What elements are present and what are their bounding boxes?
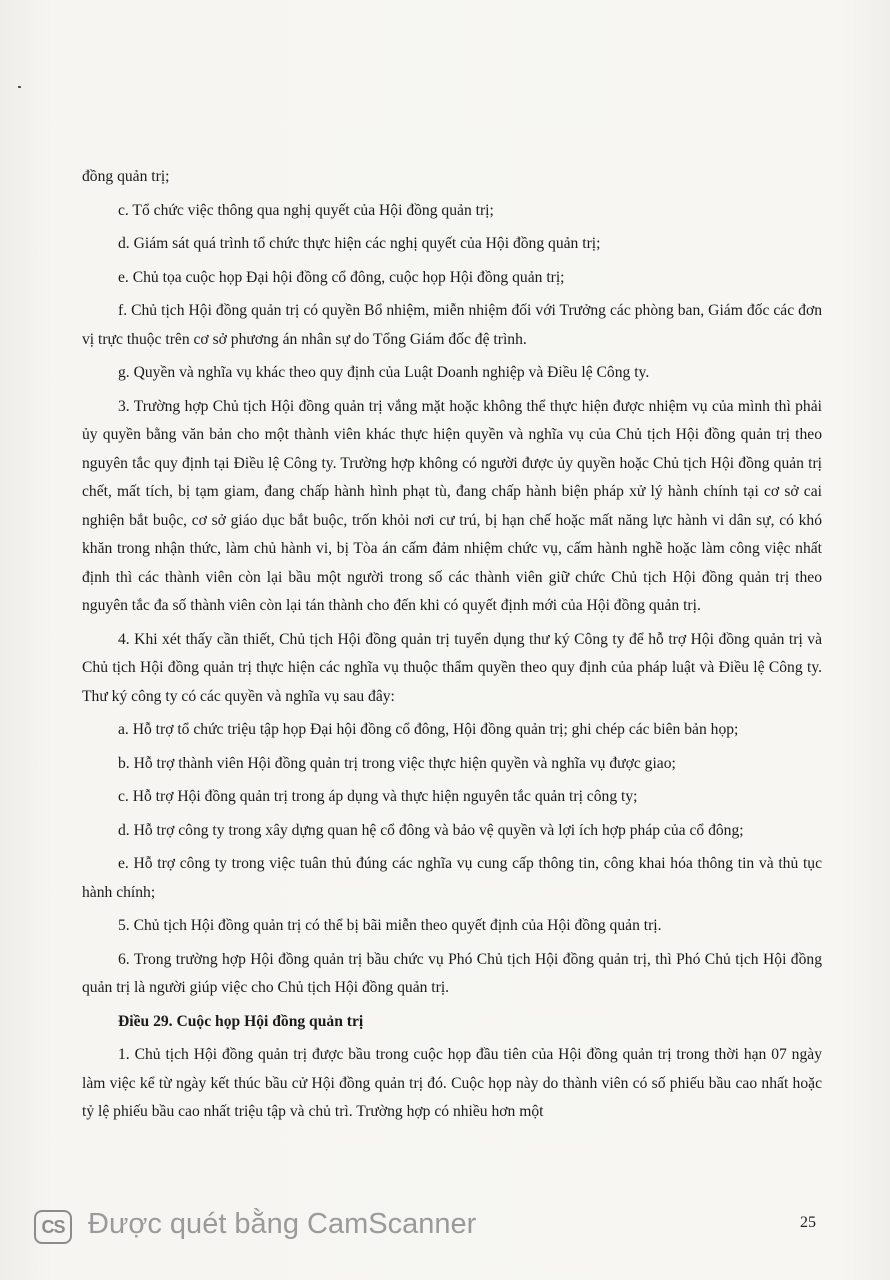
paragraph-clause-5: 5. Chủ tịch Hội đồng quản trị có thể bị bãi miễn theo quyết định của Hội đồng quản trị.	[118, 917, 662, 934]
document-body	[82, 163, 822, 1130]
camscanner-logo-icon: CS	[34, 1210, 72, 1244]
page-number: 25	[800, 1214, 816, 1231]
paragraph-article-29-clause-1: 1. Chủ tịch Hội đồng quản trị được bầu trong cuộc họp đầu tiên của Hội đồng quản trị trong thời hạn 07 ngày làm việc kể từ ngày kết thúc bầu cử Hội đồng quản trị đó. Cuộc họp này do thành viên có số phiếu bầu cao nhất hoặc tỷ lệ phiếu bầu cao nhất triệu tập và chủ trì. Trường hợp có nhiều hơn một	[82, 1046, 822, 1120]
paragraph-clause-4: 4. Khi xét thấy cần thiết, Chủ tịch Hội đồng quản trị tuyển dụng thư ký Công ty để hỗ trợ Hội đồng quản trị và Chủ tịch Hội đồng quản trị thực hiện các nghĩa vụ thuộc thẩm quyền theo quy định của pháp luật và Điều lệ Công ty. Thư ký công ty có các quyền và nghĩa vụ sau đây:	[82, 630, 822, 705]
paragraph-item-d2: d. Hỗ trợ công ty trong xây dựng quan hệ cổ đông và bảo vệ quyền và lợi ích hợp pháp của cổ đông;	[118, 821, 744, 839]
paragraph-item-f: f. Chủ tịch Hội đồng quản trị có quyền Bổ nhiệm, miễn nhiệm đối với Trưởng các phòng ban, Giám đốc các đơn vị trực thuộc trên cơ sở phương án nhân sự do Tổng Giám đốc đệ trình.	[82, 302, 822, 348]
paragraph-item-b: b. Hỗ trợ thành viên Hội đồng quản trị trong việc thực hiện quyền và nghĩa vụ được giao;	[118, 754, 676, 772]
watermark-text: Được quét bằng CamScanner	[88, 1208, 477, 1240]
paragraph-item-e: e. Chủ tọa cuộc họp Đại hội đồng cổ đông, cuộc họp Hội đồng quản trị;	[118, 268, 565, 286]
scan-speck	[18, 86, 21, 88]
paragraph-item-g: g. Quyền và nghĩa vụ khác theo quy định của Luật Doanh nghiệp và Điều lệ Công ty.	[118, 364, 650, 381]
paragraph-item-a: a. Hỗ trợ tổ chức triệu tập họp Đại hội đồng cổ đông, Hội đồng quản trị; ghi chép các biên bản họp;	[118, 721, 739, 738]
paragraph-item-c2: c. Hỗ trợ Hội đồng quản trị trong áp dụng và thực hiện nguyên tắc quản trị công ty;	[118, 788, 638, 805]
paragraph-item-c: c. Tổ chức việc thông qua nghị quyết của Hội đồng quản trị;	[118, 201, 494, 219]
paragraph-clause-3: 3. Trường hợp Chủ tịch Hội đồng quản trị vắng mặt hoặc không thể thực hiện được nhiệm vụ của mình thì phải ủy quyền bằng văn bản cho một thành viên khác thực hiện quyền và nghĩa vụ của Chủ tịch Hội đồng quản trị theo nguyên tắc quy định tại Điều lệ Công ty. Trường hợp không có người được ủy quyền hoặc Chủ tịch Hội đồng quản trị chết, mất tích, bị tạm giam, đang chấp hành hình phạt tù, đang chấp hành biện pháp xử lý hành chính tại cơ sở cai nghiện bắt buộc, cơ sở giáo dục bắt buộc, trốn khỏi nơi cư trú, bị hạn chế hoặc mất năng lực hành vi dân sự, có khó khăn trong nhận thức, làm chủ hành vi, bị Tòa án cấm đảm nhiệm chức vụ, cấm hành nghề hoặc làm công việc nhất định thì các thành viên còn lại bầu một người trong số các thành viên giữ chức Chủ tịch Hội đồng quản trị theo nguyên tắc đa số thành viên còn lại tán thành cho đến khi có quyết định mới của Hội đồng quản trị.	[82, 397, 822, 614]
article-heading: Điều 29. Cuộc họp Hội đồng quản trị	[118, 1012, 364, 1030]
paragraph-item-d: d. Giám sát quá trình tổ chức thực hiện các nghị quyết của Hội đồng quản trị;	[118, 235, 601, 252]
paragraph-continuation: đồng quản trị;	[82, 168, 170, 185]
scanner-watermark	[34, 1206, 834, 1252]
paragraph-clause-6: 6. Trong trường hợp Hội đồng quản trị bầu chức vụ Phó Chủ tịch Hội đồng quản trị, thì Phó Chủ tịch Hội đồng quản trị là người giúp việc cho Chủ tịch Hội đồng quản trị.	[82, 950, 822, 996]
paragraph-item-e2: e. Hỗ trợ công ty trong việc tuân thủ đúng các nghĩa vụ cung cấp thông tin, công khai hóa thông tin và thủ tục hành chính;	[82, 855, 822, 901]
